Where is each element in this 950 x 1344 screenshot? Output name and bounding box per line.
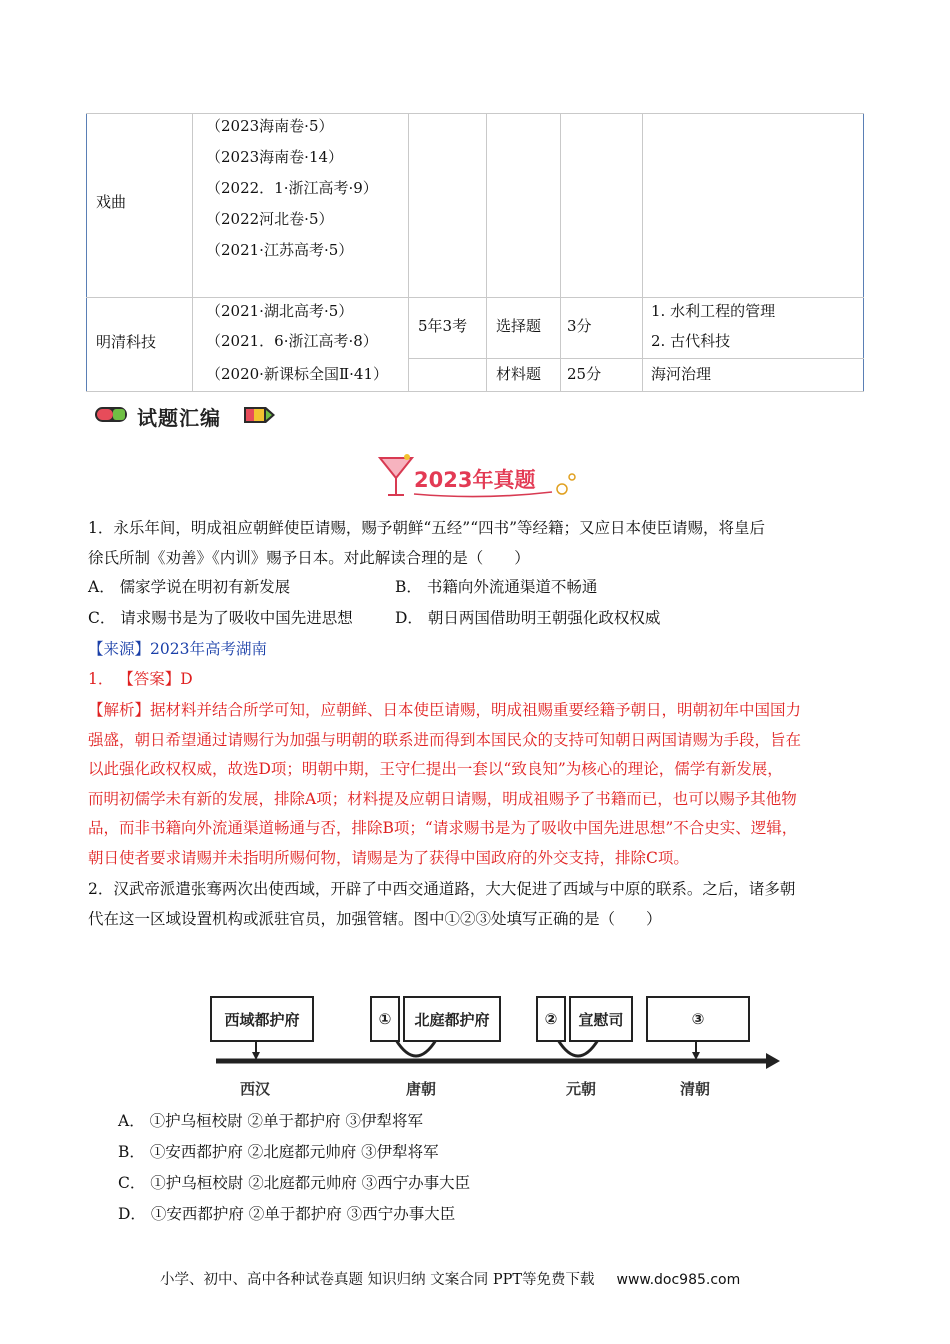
table-source: （2022河北卷·5） (206, 210, 334, 228)
q1-source: 【来源】2023年高考湖南 (88, 640, 267, 658)
q1-stem-line-1: 1．永乐年间，明成祖应朝鲜使臣请赐，赐予朝鲜“五经”“四书”等经籍；又应日本使臣请赐，将皇后 (88, 519, 766, 537)
footer-url[interactable]: www.doc985.com (616, 1272, 741, 1288)
timeline-era-label: 清朝 (680, 1080, 711, 1098)
timeline-box-beiting: 北庭都护府 (403, 996, 501, 1042)
table-source: （2023海南卷·5） (206, 117, 334, 135)
q2-option-c[interactable]: C． ①护乌桓校尉 ②北庭都元帅府 ③西宁办事大臣 (118, 1174, 471, 1192)
table-source: （2020·新课标全国Ⅱ·41） (206, 365, 388, 383)
table-knowledge-point: 2. 古代科技 (651, 332, 731, 350)
timeline-blank-1: ① (370, 996, 400, 1042)
table-topic-opera: 戏曲 (96, 193, 127, 211)
timeline-era-label: 元朝 (566, 1080, 597, 1098)
page-footer (160, 1268, 740, 1289)
table-source: （2021·江苏高考·5） (206, 241, 354, 259)
q1-option-b[interactable]: B． 书籍向外流通渠道不畅通 (395, 578, 598, 596)
table-frequency: 5年3考 (418, 317, 468, 335)
table-question-type: 材料题 (496, 365, 542, 383)
table-source: （2023海南卷·14） (206, 148, 344, 166)
q2-stem-line-2: 代在这一区域设置机构或派驻官员，加强管辖。图中①②③处填写正确的是（ ） (88, 910, 662, 928)
q2-stem-line-1: 2．汉武帝派遣张骞两次出使西域，开辟了中西交通道路，大大促进了西域与中原的联系。之后，诸多朝 (88, 880, 796, 898)
table-score: 25分 (567, 365, 602, 383)
q1-analysis-line: 强盛，朝日希望通过请赐行为加强与明朝的联系进而得到本国民众的支持可知朝日两国请赐为手段，旨在 (88, 731, 802, 749)
q1-analysis-line: 以此强化政权权威，故选D项；明朝中期，王守仁提出一套以“致良知”为核心的理论，儒学有新发展， (88, 760, 783, 778)
table-source: （2021．6·浙江高考·8） (206, 332, 378, 350)
q1-analysis-line: 而明初儒学未有新的发展，排除A项；材料提及应朝日请赐，明成祖赐予了书籍而已，也可以赐予其他物 (88, 790, 797, 808)
q1-option-c[interactable]: C． 请求赐书是为了吸收中国先进思想 (88, 609, 353, 627)
table-source: （2021·湖北高考·5） (206, 302, 354, 320)
table-source: （2022．1·浙江高考·9） (206, 179, 378, 197)
q1-stem-line-2: 徐氏所制《劝善》《内训》赐予日本。对此解读合理的是（ ） (88, 549, 530, 567)
section-title: 试题汇编 (137, 406, 221, 430)
pill-icon (94, 404, 130, 426)
timeline-era-label: 西汉 (240, 1080, 271, 1098)
bubbles-icon (552, 470, 580, 498)
table-topic-ming-qing-tech: 明清科技 (96, 333, 157, 351)
footer-text: 小学、初中、高中各种试卷真题 知识归纳 文案合同 PPT等免费下载 (160, 1272, 595, 1288)
pencil-icon (242, 404, 278, 426)
table-question-type: 选择题 (496, 317, 542, 335)
q1-answer: 1． 【答案】D (88, 670, 193, 688)
table-knowledge-point: 1. 水利工程的管理 (651, 302, 776, 320)
cocktail-icon (376, 452, 416, 500)
q1-analysis-line: 朝日使者要求请赐并未指明所赐何物，请赐是为了获得中国政府的外交支持，排除C项。 (88, 849, 689, 867)
table-knowledge-point: 海河治理 (651, 365, 712, 383)
table-score: 3分 (567, 317, 592, 335)
q1-option-a[interactable]: A． 儒家学说在明初有新发展 (88, 578, 291, 596)
q2-option-a[interactable]: A． ①护乌桓校尉 ②单于都护府 ③伊犁将军 (118, 1112, 423, 1130)
year-title: 2023年真题 (414, 468, 536, 492)
timeline-blank-3: ③ (646, 996, 750, 1042)
timeline-blank-2: ② (536, 996, 566, 1042)
timeline-box-xuanweisi: 宣慰司 (569, 996, 633, 1042)
q1-analysis-line: 【解析】据材料并结合所学可知，应朝鲜、日本使臣请赐，明成祖赐重要经籍予朝日，明朝初年中国国力 (88, 701, 802, 719)
q1-analysis-line: 品，而非书籍向外流通渠道畅通与否，排除B项；“请求赐书是为了吸收中国先进思想”不合史实、逻辑， (88, 819, 798, 837)
timeline-era-label: 唐朝 (406, 1080, 437, 1098)
q1-option-d[interactable]: D． 朝日两国借助明王朝强化政权权威 (395, 609, 661, 627)
q2-option-b[interactable]: B． ①安西都护府 ②北庭都元帅府 ③伊犁将军 (118, 1143, 439, 1161)
q2-option-d[interactable]: D． ①安西都护府 ②单于都护府 ③西宁办事大臣 (118, 1205, 456, 1223)
timeline-box-western-regions: 西域都护府 (210, 996, 314, 1042)
